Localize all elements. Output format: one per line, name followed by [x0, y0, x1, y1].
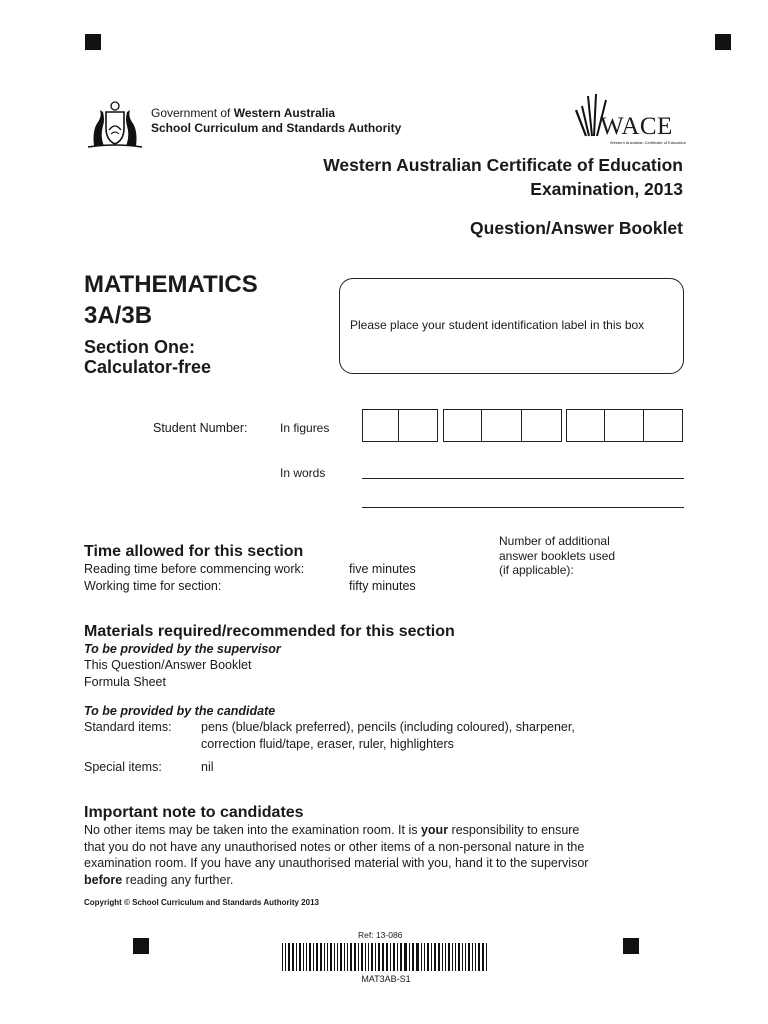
barcode-bar — [421, 943, 422, 971]
registration-mark-top-right — [715, 34, 731, 50]
registration-mark-top-left — [85, 34, 101, 50]
in-words-line-2[interactable] — [362, 507, 684, 508]
barcode-bar — [368, 943, 369, 971]
barcode-bar — [334, 943, 335, 971]
barcode-bar — [424, 943, 425, 971]
time-heading: Time allowed for this section — [84, 543, 304, 560]
additional-booklets-label — [499, 534, 615, 578]
wace-logo — [572, 92, 690, 148]
barcode-bar — [282, 943, 283, 971]
barcode-bar — [309, 943, 311, 971]
barcode-bar — [371, 943, 373, 971]
barcode — [280, 943, 492, 973]
barcode-bar — [330, 943, 332, 971]
barcode-bar — [482, 943, 484, 971]
barcode-bar — [296, 943, 297, 971]
barcode-bar — [434, 943, 436, 971]
barcode-bar — [299, 943, 301, 971]
barcode-bar — [386, 943, 388, 971]
special-items-value: nil — [201, 760, 214, 774]
subject-level: 3A/3B — [84, 302, 153, 329]
registration-mark-bottom-right — [623, 938, 639, 954]
student-number-digit-box[interactable] — [398, 409, 438, 442]
barcode-bar — [478, 943, 480, 971]
barcode-bar — [448, 943, 450, 971]
barcode-bar — [390, 943, 391, 971]
gov-prefix: Government of — [151, 106, 234, 120]
gov-name: Western Australia — [233, 106, 336, 120]
barcode-bar — [455, 943, 456, 971]
additional-booklets-line-2: answer booklets used — [499, 548, 616, 563]
barcode-bar — [458, 943, 460, 971]
supervisor-heading: To be provided by the supervisor — [84, 642, 281, 656]
barcode-bar — [404, 943, 407, 971]
student-number-group-2 — [443, 409, 562, 444]
barcode-bar — [347, 943, 348, 971]
in-words-label: In words — [280, 466, 326, 480]
barcode-bar — [337, 943, 338, 971]
barcode-bar — [475, 943, 476, 971]
barcode-bar — [452, 943, 453, 971]
barcode-bar — [431, 943, 432, 971]
barcode-bar — [313, 943, 314, 971]
authority-name-block — [151, 106, 401, 136]
wa-coat-of-arms-icon — [84, 100, 146, 150]
barcode-bar — [465, 943, 466, 971]
barcode-bar — [486, 943, 487, 971]
copyright-notice: Copyright © School Curriculum and Standards Authority 2013 — [84, 898, 319, 907]
section-number: Section One: — [84, 337, 196, 357]
barcode-bar — [393, 943, 395, 971]
barcode-bar — [382, 943, 384, 971]
barcode-bar — [442, 943, 443, 971]
barcode-bar — [462, 943, 463, 971]
barcode-bar — [354, 943, 356, 971]
barcode-bar — [397, 943, 398, 971]
barcode-bar — [361, 943, 363, 971]
standard-items-line-1: pens (blue/black preferred), pencils (including coloured), sharpener, — [201, 720, 575, 734]
barcode-text: MAT3AB-S1 — [361, 974, 411, 984]
student-number-digit-box[interactable] — [521, 409, 562, 442]
reference-number: Ref: 13-086 — [358, 930, 403, 940]
barcode-bar — [350, 943, 352, 971]
student-id-label-box — [339, 278, 684, 374]
special-items-label: Special items: — [84, 760, 162, 774]
barcode-bar — [358, 943, 359, 971]
working-time-value: fifty minutes — [349, 579, 416, 593]
barcode-bar — [400, 943, 402, 971]
barcode-bar — [344, 943, 345, 971]
barcode-bar — [320, 943, 322, 971]
barcode-bar — [303, 943, 304, 971]
barcode-bar — [365, 943, 366, 971]
id-box-label: Please place your student identification label in this box — [350, 318, 645, 332]
student-number-digit-box[interactable] — [443, 409, 482, 442]
student-number-digit-box[interactable] — [481, 409, 522, 442]
wace-logo-text: WACE — [600, 113, 673, 140]
subject-title: MATHEMATICS — [84, 271, 258, 298]
materials-heading: Materials required/recommended for this section — [84, 623, 455, 640]
barcode-bar — [416, 943, 419, 971]
student-number-digit-box[interactable] — [362, 409, 399, 442]
supervisor-item: Formula Sheet — [84, 675, 166, 689]
student-number-digit-box[interactable] — [604, 409, 644, 442]
barcode-bar — [292, 943, 294, 971]
barcode-bar — [340, 943, 342, 971]
barcode-bar — [285, 943, 286, 971]
wace-logo-subtitle: Western Australian Certificate of Education — [610, 140, 686, 145]
authority-name: School Curriculum and Standards Authority — [151, 121, 402, 135]
barcode-bar — [468, 943, 470, 971]
barcode-bar — [327, 943, 328, 971]
exam-year: Examination, 2013 — [530, 179, 683, 199]
barcode-bar — [316, 943, 318, 971]
barcode-bar — [472, 943, 473, 971]
candidate-heading: To be provided by the candidate — [84, 704, 276, 718]
standard-items-line-2: correction fluid/tape, eraser, ruler, highlighters — [201, 737, 454, 751]
barcode-bar — [378, 943, 380, 971]
barcode-bar — [409, 943, 410, 971]
barcode-bar — [324, 943, 325, 971]
additional-booklets-line-1: Number of additional — [499, 534, 610, 548]
barcode-bar — [412, 943, 414, 971]
barcode-bar — [438, 943, 440, 971]
standard-items-label: Standard items: — [84, 720, 172, 734]
barcode-bar — [427, 943, 429, 971]
student-number-digit-box[interactable] — [643, 409, 683, 442]
reading-time-label: Reading time before commencing work: — [84, 562, 305, 576]
student-number-digit-box[interactable] — [566, 409, 605, 442]
barcode-bar — [306, 943, 307, 971]
working-time-label: Working time for section: — [84, 579, 222, 593]
registration-mark-bottom-left — [133, 938, 149, 954]
reading-time-value: five minutes — [349, 562, 416, 576]
note-body: No other items may be taken into the examination room. It is your responsibility to ensure that you do not have any unauthorised notes or other items of a non-personal nature in the examination room. If you have any unauthorised material with you, hand it to the supervisor before reading any further. — [84, 823, 589, 887]
student-number-group-3 — [566, 409, 683, 444]
booklet-type: Question/Answer Booklet — [470, 218, 683, 238]
certificate-title: Western Australian Certificate of Education — [323, 155, 683, 175]
student-number-group-1 — [362, 409, 438, 444]
additional-booklets-line-3: (if applicable): — [499, 563, 574, 577]
barcode-bar — [445, 943, 446, 971]
in-figures-label: In figures — [280, 421, 330, 435]
barcode-bar — [375, 943, 376, 971]
student-number-label: Student Number: — [153, 421, 248, 435]
note-heading: Important note to candidates — [84, 804, 304, 821]
supervisor-item: This Question/Answer Booklet — [84, 658, 252, 672]
in-words-line-1[interactable] — [362, 478, 684, 479]
barcode-bar — [288, 943, 290, 971]
section-name: Calculator-free — [84, 357, 212, 377]
